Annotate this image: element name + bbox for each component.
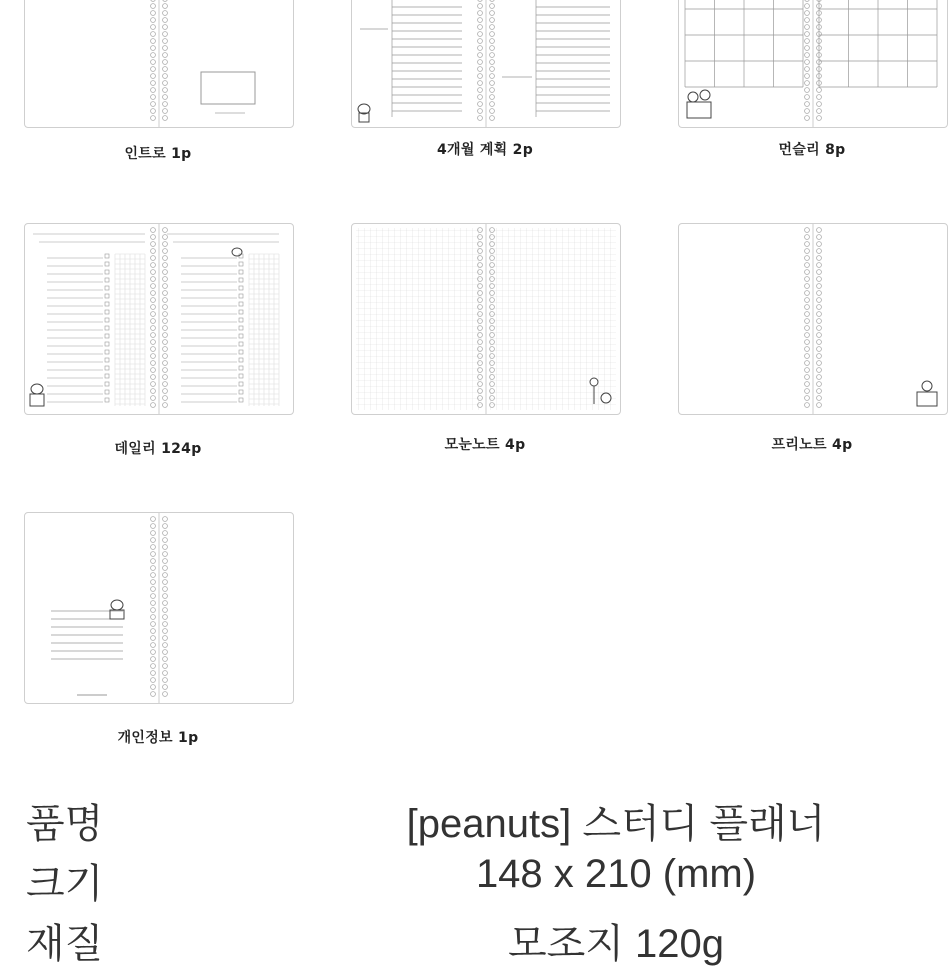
page-caption-four-month: 4개월 계획 2p	[436, 142, 534, 158]
peanuts-illustration	[917, 381, 937, 406]
page-caption-monthly: 먼슬리 8p	[778, 142, 846, 158]
month-grid	[685, 0, 937, 87]
spec-label: 크기	[26, 862, 104, 906]
page-caption-grid-note: 모눈노트 4p	[444, 437, 526, 453]
spec-row-material	[26, 912, 926, 966]
four-month-spread-drawing	[352, 0, 620, 127]
snoopy-illustration	[110, 600, 124, 619]
page-spread-free-note	[678, 223, 948, 415]
spec-value: 148 x 210 (mm)	[475, 852, 757, 896]
plan-lines	[360, 0, 610, 117]
snoopy-illustration	[30, 248, 242, 406]
page-spread-daily	[24, 223, 294, 415]
free-note-spread-drawing	[679, 224, 947, 414]
daily-planner-lines	[33, 234, 279, 406]
snoopy-illustration	[358, 104, 370, 122]
page-spread-grid-note	[351, 223, 621, 415]
page-caption-free-note: 프리노트 4p	[771, 437, 853, 453]
spec-value: 모조지 120g	[507, 922, 725, 966]
spec-label: 품명	[26, 802, 104, 846]
spec-value: [peanuts] 스터디 플래너	[406, 802, 826, 846]
page-spread-four-month	[351, 0, 621, 128]
peanuts-gang-illustration	[687, 90, 711, 118]
grid-note-spread-drawing	[352, 224, 620, 414]
intro-spread-drawing	[25, 0, 293, 127]
spec-row-name	[26, 792, 926, 846]
spec-row-size	[26, 852, 926, 906]
page-spread-monthly	[678, 0, 948, 128]
daily-spread-drawing	[25, 224, 293, 414]
personal-spread-drawing	[25, 513, 293, 703]
page-spread-intro	[24, 0, 294, 128]
page-caption-daily: 데일리 124p	[114, 441, 202, 457]
monthly-spread-drawing	[679, 0, 947, 127]
personal-info-lines	[51, 611, 123, 659]
page-spread-personal	[24, 512, 294, 704]
page-caption-intro: 인트로 1p	[124, 146, 192, 162]
page-caption-personal: 개인정보 1p	[117, 730, 199, 746]
spec-label: 재질	[26, 922, 104, 966]
